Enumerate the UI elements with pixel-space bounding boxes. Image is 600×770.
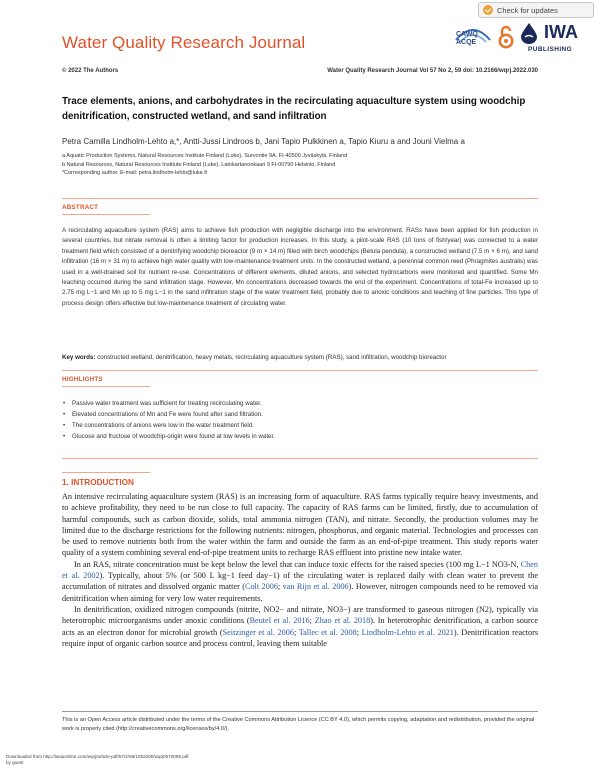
highlight-item: • Glucose and fructose of woodchip-origin were found at low levels in water. (62, 431, 538, 442)
citation-link[interactable]: Tallec et al. 2008 (298, 627, 357, 637)
paper-title: Trace elements, anions, and carbohydrates in the recirculating aquaculture system using woodchip denitrification, constructed wetland, and sand infiltration (62, 96, 526, 122)
highlights-list (62, 398, 538, 442)
check-for-updates-button[interactable] (478, 2, 594, 18)
abstract-text: A recirculating aquaculture system (RAS) aims to achieve fish production with negligible discharge into the environment. RASs have been applied for fish production in several countries, but nitrate removal is often a limiting factor for production increases. In this study, a pilot-scale RAS (10 tons of fish/year) was connected to a water treatment field which consisted of a denitrifying woodchip bioreactor (9 m × 14 m) filled with birch woodchips (Betula pendula), a constructed wetland (7.5 m × 6 m), and sand infiltration (16 m × 31 m) to achieve high water quality with low-maintenance treatment units. In the constructed wetland, a perennial common reed (Phragmites australis) was used in a well-drained soil for nutrient re-use. Concentrations of different elements, diluted anions, and selected hydrocarbons were monitored and quantified. Some Mn leaching occurred during the sand infiltration stage. However, Mn concentrations decreased towards the end of the experiment. Concentrations of total-Fe increased up to 2.75 mg L−1 and Mn up to 5 mg L−1 in the sand infiltration stage of the water treatment field, probably due to anoxic conditions and leaching of fine particles. This type of process design offers effective but low-maintenance treatment of circulating water. (62, 227, 538, 307)
citation-link[interactable]: Chen et al. 2002 (62, 559, 538, 581)
heading-underline (62, 472, 150, 473)
iwa-logo-text: IWA (544, 22, 578, 42)
check-updates-label: Check for updates (497, 5, 558, 15)
cawq-logo (452, 22, 494, 58)
download-note: Downloaded from http://iwaponline.com/wqrj/article-pdf/57/2/59/1052200/wqrj0570059.pdf by guest (6, 754, 189, 765)
abstract-heading: ABSTRACT (62, 204, 99, 211)
intro-paragraph-1: An intensive recirculating aquaculture system (RAS) is an increasing form of aquaculture. RAS farms typically require heavy investments, and to achieve profitability, they need to be run close to full capacity. The capacity of RAS farms can be limited, firstly, due to accumulation of harmful compounds, such as carbon dioxide, solids, total ammonia nitrogen (TAN), and nitrate. Secondly, the production volumes may be limited due to the discharge restrictions for the following nutrients: nitrogen, phosphorus, and organic material. Technologies and processes can be used to remove nutrients both from the water within the farm and outside the farm as an end-of-pipe treatment. This study reports water quality of a system combining several end-of-pipe treatment units to recharge RAS effluent into pristine new intake water. (62, 492, 538, 558)
highlights-heading: HIGHLIGHTS (62, 376, 103, 383)
heading-underline (62, 386, 150, 387)
citation-link[interactable]: Seitzinger et al. 2006 (222, 627, 294, 637)
section-divider (62, 370, 538, 371)
highlight-item: • Elevated concentrations of Mn and Fe were found after sand filtration. (62, 409, 538, 420)
intro-paragraph-3: In denitrification, oxidized nitrogen compounds (nitrite, NO2− and nitrate, NO3−) are transformed to gaseous nitrogen (N2), typically via heterotrophic microorganisms under anoxic conditions (Beutel et al. 2016; Zhao et al. 2018). In heterotrophic denitrification, a carbon source acts as an electron donor for microbial growth (Seitzinger et al. 2006; Tallec et al. 2008; Lindholm-Lehto et al. 2021). Denitrification reactors require input of organic carbon source and process control, leaving them suitable (62, 604, 539, 648)
section-divider (62, 198, 538, 199)
iwa-publishing-text: PUBLISHING (528, 46, 573, 53)
open-access-icon (498, 24, 514, 50)
author-list: Petra Camilla Lindholm-Lehto a,*, Antti-Jussi Lindroos b, Jani Tapio Pulkkinen a, Tapio Kiuru a and Jouni Vielma a (62, 137, 465, 146)
iwa-publishing-logo (518, 22, 592, 60)
corresponding-author: *Corresponding author. E-mail: petra.lindholm-lehto@luke.fi (62, 170, 207, 176)
keywords (62, 354, 538, 361)
keywords-label: Key words: (62, 354, 96, 361)
citation-link[interactable]: van Rijn et al. 2006 (282, 582, 349, 592)
copyright-line: © 2022 The Authors (62, 68, 119, 74)
journal-title: Water Quality Research Journal (62, 33, 306, 52)
iwa-logo-mark (518, 22, 540, 44)
license-note: This is an Open Access article distributed under the terms of the Creative Commons Attribution Licence (CC BY 4.0), which permits copying, adaptation and redistribution, provided the original work is properly cited (http://creativecommons.org/licenses/by/4.0/). (62, 717, 535, 732)
citation-line: Water Quality Research Journal Vol 57 No 2, 59 doi: 10.2166/wqrj.2022.030 (327, 68, 538, 74)
keywords-text: constructed wetland, denitrification, heavy metals, recirculating aquaculture system (RAS), sand infiltration, woodchip bioreactor (97, 354, 447, 361)
introduction-body (62, 491, 538, 649)
citation-link[interactable]: Lindholm-Lehto et al. 2021 (361, 627, 454, 637)
introduction-heading: 1. INTRODUCTION (62, 478, 134, 487)
citation-link[interactable]: Zhao et al. 2018 (314, 616, 371, 626)
affiliations (62, 152, 542, 178)
heading-underline (62, 214, 150, 215)
affiliation-a: a Aquatic Production Systems, Natural Resources Institute Finland (Luke), Survontie 9A, FI-40500 Jyväskylä, Finland (62, 153, 348, 159)
citation-link[interactable]: Beutel et al. 2016 (249, 616, 310, 626)
cawq-logo-text: CAWQ ACQE (456, 31, 478, 46)
publisher-logos (452, 20, 592, 60)
footer-divider (62, 711, 538, 712)
affiliation-b: b Natural Resources, Natural Resources Institute Finland (Luke), Latokartanonkaari 9 FI-00790 Helsinki, Finland (62, 161, 336, 168)
highlight-item: • The concentrations of anions were low in the water treatment field. (62, 420, 538, 431)
citation-link[interactable]: Colt 2006 (244, 582, 278, 592)
highlight-item: • Passive water treatment was sufficient for treating recirculating water. (62, 398, 538, 409)
intro-paragraph-2: In an RAS, nitrate concentration must be kept below the level that can induce toxic effects for the raised species (100 mg L−1 NO3-N, Chen et al. 2002). Typically, about 5% (or 500 L kg−1 feed day−1) of the circulating water is replaced daily with clean water to prevent the accumulation of nitrates and dissolved organic matter (Colt 2006; van Rijn et al. 2006). However, nitrogen compounds need to be removed via denitrification when aiming for very low water requirements. (62, 559, 538, 603)
check-updates-icon (483, 5, 493, 15)
section-divider (62, 458, 538, 459)
